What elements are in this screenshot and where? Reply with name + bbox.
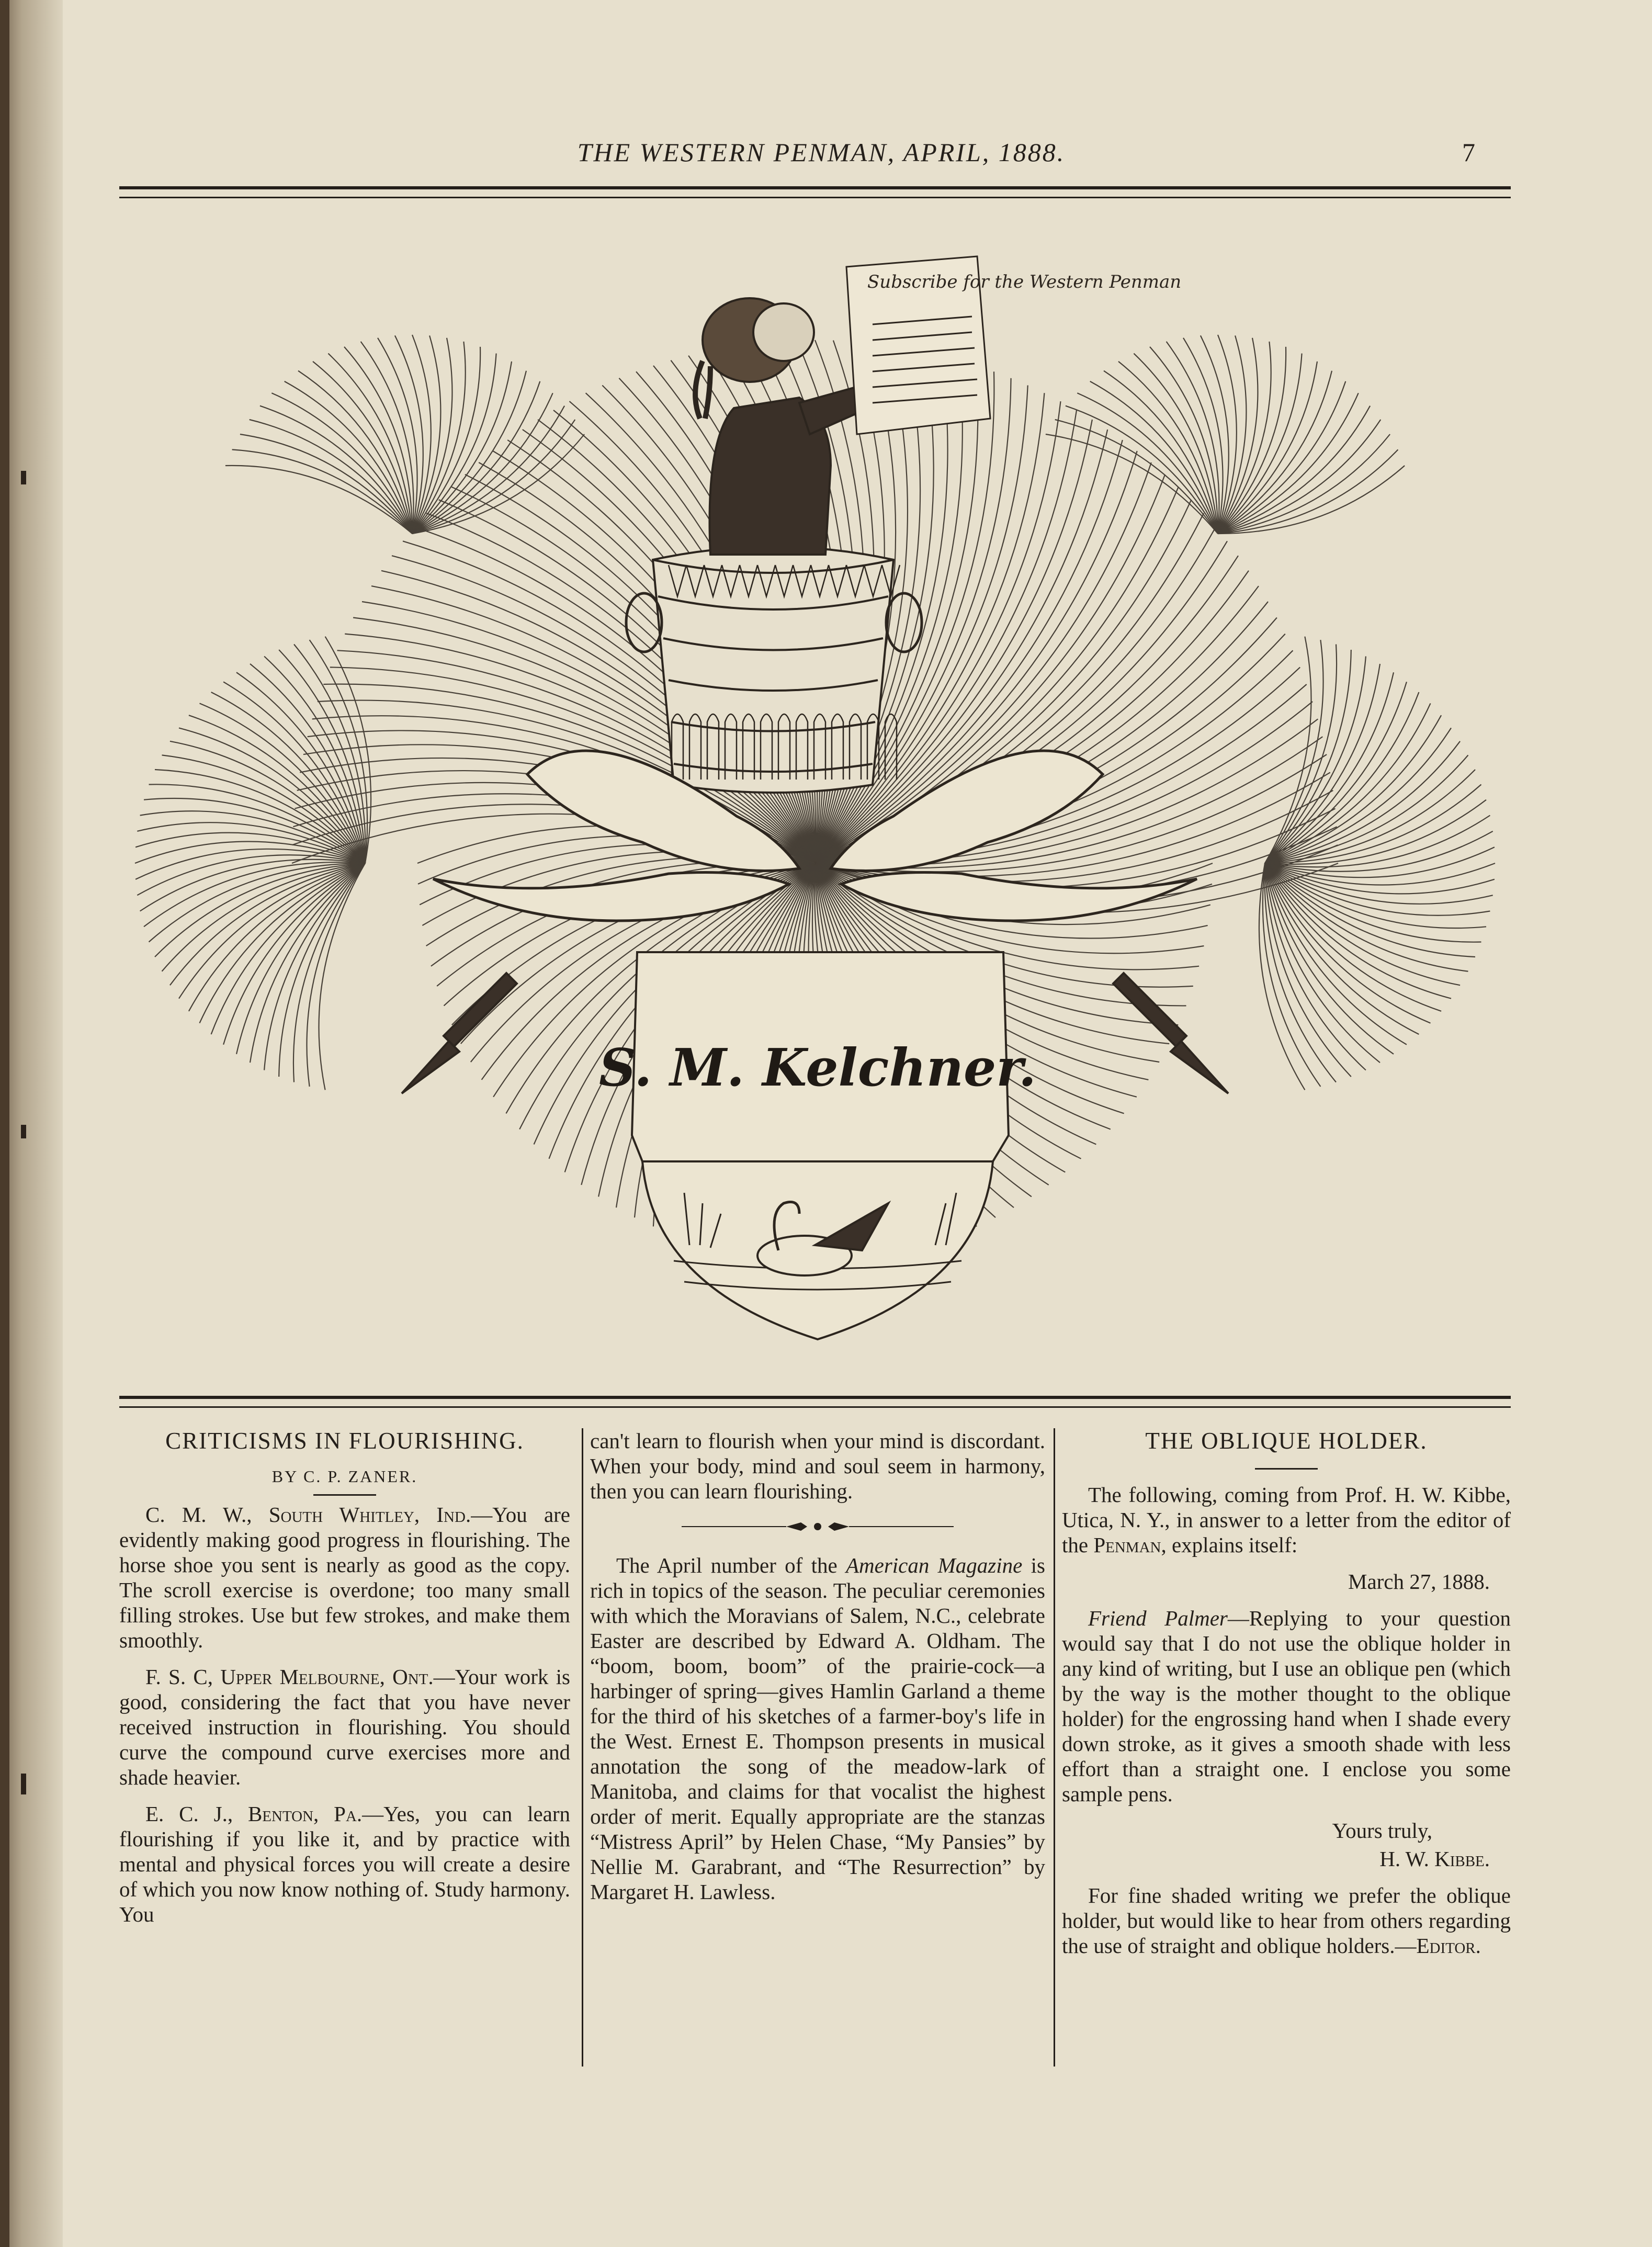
- flourish-stroke: [285, 381, 412, 534]
- flourish-stroke: [293, 863, 365, 1082]
- flourish-stroke: [412, 342, 466, 534]
- paragraph: [1062, 1482, 1511, 1557]
- flourish-stroke: [1218, 406, 1370, 534]
- flourish-stroke: [1259, 863, 1305, 1090]
- right-column: [1062, 1428, 1511, 1970]
- flourish-stroke: [1265, 863, 1419, 1034]
- book-gutter: [0, 0, 63, 2247]
- flourish-stroke: [1150, 347, 1218, 534]
- letter-body: [1062, 1606, 1511, 1806]
- binding-edge: [0, 0, 9, 2247]
- flourish-stroke: [236, 863, 365, 1054]
- paragraph: [590, 1553, 1045, 1904]
- flourish-stroke: [412, 420, 575, 534]
- flourish-stroke: [1090, 381, 1218, 534]
- middle-column: [590, 1428, 1045, 1916]
- flourish-stroke: [412, 371, 526, 534]
- gutter-mark: [21, 1125, 26, 1138]
- flourish-stroke: [240, 434, 412, 534]
- flourish-stroke: [1218, 342, 1271, 534]
- signature: H. W. Kibbe.: [1379, 1847, 1490, 1871]
- section-rule-thick: [119, 1396, 1511, 1399]
- swan-shield: [642, 1161, 993, 1339]
- letter-date: March 27, 1888.: [1348, 1569, 1490, 1594]
- flourish-stroke: [1066, 406, 1218, 534]
- column-separator: [582, 1428, 583, 2067]
- text-run: The following, coming from Prof. H. W. Kibbe, Utica, N. Y., in answer to a letter from the editor of the: [1062, 1483, 1511, 1557]
- flourish-stroke: [1104, 371, 1218, 534]
- magazine-title: American Magazine: [845, 1553, 1023, 1577]
- paragraph: can't learn to flourish when your mind is discordant. When your body, mind and soul seem in harmony, then you can learn flourishing.: [590, 1429, 1045, 1503]
- flourish-stroke: [232, 449, 412, 534]
- flourish-stroke: [1118, 362, 1218, 534]
- flourish-stroke: [211, 692, 365, 863]
- section-rule-thin: [119, 1406, 1511, 1408]
- flourish-stroke: [1265, 863, 1394, 1054]
- salutation: Friend Palmer: [1088, 1606, 1228, 1630]
- flourish-stroke: [170, 863, 365, 985]
- left-column: [119, 1428, 570, 1938]
- flourish-stroke: [1046, 434, 1218, 534]
- text-run: , explains itself:: [1161, 1533, 1298, 1557]
- flourish-stroke: [1201, 335, 1229, 534]
- right-column-title: THE OBLIQUE HOLDER.: [1145, 1428, 1428, 1454]
- newspaper: [846, 256, 1181, 434]
- flourish-stroke: [1265, 645, 1337, 864]
- gutter-mark: [21, 471, 26, 484]
- text-run: is rich in topics of the season. The peculiar ceremonies with which the Moravians of Salem, N.C., celebrate Easter are described by Edward A. Oldham. The “boom, boom, boom” of the prairie-cock—a harbinger of spring—gives Hamlin Garland a theme for the third of his sketches of a farmer-boy's life in the West. Ernest E. Thompson presents in musical annotation the song of the meadow-lark of Manitoba, and claims for that vocalist the highest order of merit. Equally appropriate are the stanzas “Mistress April” by Helen Chase, “My Pansies” by Nellie M. Garabrant, and “The Resurrection” by Margaret H. Lawless.: [590, 1553, 1045, 1904]
- flourish-stroke: [313, 362, 412, 534]
- flourish-stroke: [1265, 728, 1451, 863]
- flourish-stroke: [279, 863, 365, 1077]
- flourish-stroke: [1265, 672, 1394, 863]
- byline: BY C. P. ZANER.: [271, 1467, 418, 1486]
- flourish-stroke: [344, 347, 412, 534]
- flourish-stroke: [1218, 354, 1302, 534]
- flourish-stroke: [1265, 682, 1407, 863]
- text-run: Penman: [1093, 1533, 1161, 1557]
- flourish-stroke: [1265, 863, 1336, 1082]
- flourish-stroke: [298, 371, 412, 534]
- flourish-stroke: [412, 406, 564, 534]
- text-run: —Replying to your question would say that I do not use the oblique holder in any kind of writing, but I use an oblique pen (which by the way is the mother thought to the oblique holder) for the engrossing hand when I shade every down stroke, as it gives a smooth shade with less effort than a straight one. I enclose you some sample pens.: [1062, 1606, 1511, 1806]
- flourish-stroke: [1265, 650, 1351, 863]
- paragraph-text: —Your work is good, considering the fact that you have never received instruction in flourishing. You should curve the compound curve exercises more and shade heavier.: [119, 1665, 570, 1789]
- pen-left: [402, 973, 517, 1093]
- flourish-stroke: [1218, 420, 1381, 534]
- flourish-stroke: [395, 335, 423, 534]
- column-separator: [1054, 1428, 1055, 2067]
- name-cartouche: [599, 952, 1036, 1161]
- paragraph: [1062, 1883, 1511, 1958]
- text-run: The April number of the: [616, 1553, 846, 1577]
- correspondent: C. M. W., South Whitley, Ind.: [145, 1503, 471, 1527]
- correspondent: F. S. C, Upper Melbourne, Ont.: [145, 1665, 434, 1689]
- title-rule: [313, 1494, 376, 1496]
- flourish-illustration: [119, 220, 1511, 1365]
- editor-signature: —Editor.: [1395, 1934, 1481, 1958]
- text-run: For fine shaded writing we prefer the oblique holder, but would like to hear from others regarding the use of straight and oblique holders.: [1062, 1883, 1511, 1958]
- page-number: 7: [1462, 138, 1475, 167]
- flourish-stroke: [1265, 657, 1366, 864]
- flourish-stroke: [1218, 466, 1405, 534]
- gutter-mark: [21, 1774, 26, 1794]
- header-rule-thick: [119, 186, 1511, 189]
- header-rule-thin: [119, 197, 1511, 198]
- flourish-stroke: [307, 863, 365, 1087]
- closing: Yours truly,: [1332, 1819, 1432, 1843]
- paragraph-text: —You are evidently making good progress in flourishing. The horse shoe you sent is nearly as good as the copy. The scroll exercise is overdone; too many small filling strokes. Use but few strokes, and make them smoothly.: [119, 1503, 570, 1652]
- newspaper-text: Subscribe for the Western Penman: [867, 272, 1182, 292]
- paragraph: [119, 1801, 570, 1927]
- flourish-stroke: [223, 863, 365, 1045]
- running-header: [126, 137, 1517, 179]
- correspondent: E. C. J., Benton, Pa.: [145, 1802, 363, 1826]
- flourish-stroke: [179, 863, 365, 999]
- paragraph-text: —Yes, you can learn flourishing if you like it, and by practice with mental and physical forces you will create a desire of which you now know nothing of. Study harmony. You: [119, 1802, 571, 1926]
- ornament-divider: [590, 1515, 1045, 1540]
- header-title: THE WESTERN PENMAN, APRIL, 1888.: [577, 138, 1066, 167]
- paragraph: [119, 1664, 570, 1790]
- left-column-title: CRITICISMS IN FLOURISHING.: [165, 1428, 524, 1454]
- flourish-stroke: [264, 863, 365, 1070]
- cartouche-name: S. M. Kelchner.: [598, 1038, 1037, 1098]
- paragraph: [119, 1502, 570, 1653]
- title-rule: [1255, 1468, 1318, 1470]
